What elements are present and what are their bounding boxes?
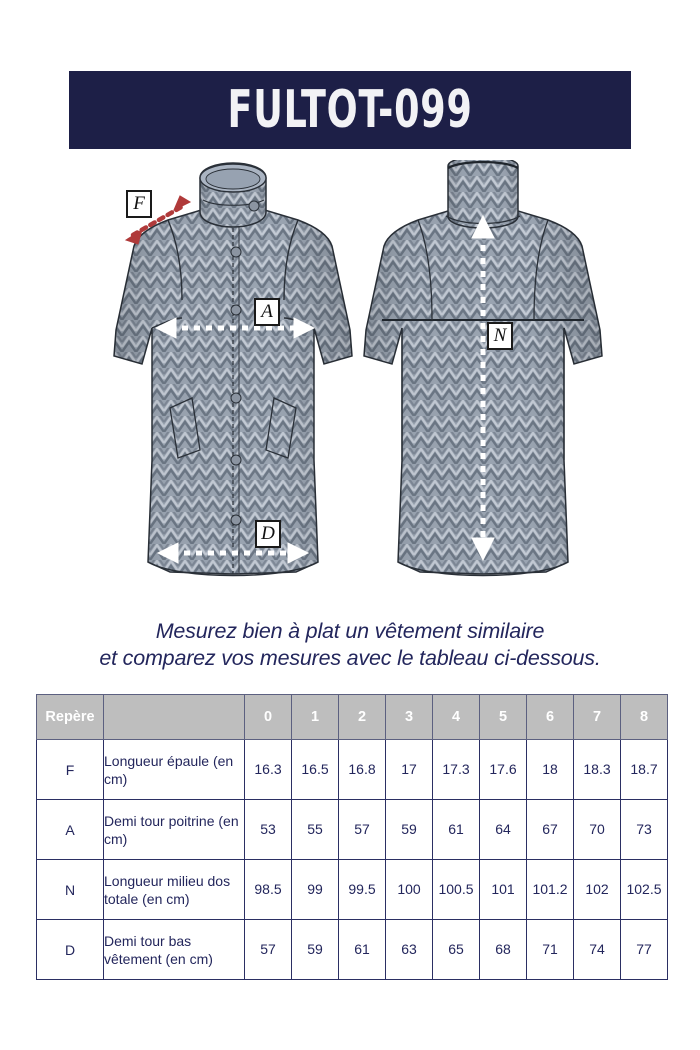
- header-size-6: 6: [527, 695, 574, 740]
- cell-value: 68: [480, 920, 527, 980]
- header-size-5: 5: [480, 695, 527, 740]
- row-marker: A: [37, 800, 104, 860]
- table-row: [37, 920, 668, 980]
- table-header-row: [37, 695, 668, 740]
- cell-value: 100.5: [433, 860, 480, 920]
- cell-value: 99: [292, 860, 339, 920]
- cell-value: 17.6: [480, 740, 527, 800]
- row-description: Demi tour bas vêtement (en cm): [104, 920, 245, 980]
- cell-value: 102: [574, 860, 621, 920]
- cell-value: 18.3: [574, 740, 621, 800]
- header-size-4: 4: [433, 695, 480, 740]
- cell-value: 71: [527, 920, 574, 980]
- instruction-line-2: et comparez vos mesures avec le tableau ci-dessous.: [99, 646, 601, 670]
- marker-label-f: F: [126, 190, 152, 218]
- cell-value: 63: [386, 920, 433, 980]
- cell-value: 100: [386, 860, 433, 920]
- cell-value: 16.8: [339, 740, 386, 800]
- cell-value: 53: [245, 800, 292, 860]
- cell-value: 101.2: [527, 860, 574, 920]
- table-body: [37, 740, 668, 980]
- cell-value: 70: [574, 800, 621, 860]
- row-marker: D: [37, 920, 104, 980]
- cell-value: 55: [292, 800, 339, 860]
- cell-value: 17.3: [433, 740, 480, 800]
- size-chart-table: [36, 694, 668, 980]
- cell-value: 98.5: [245, 860, 292, 920]
- cell-value: 73: [621, 800, 668, 860]
- cell-value: 77: [621, 920, 668, 980]
- header-size-1: 1: [292, 695, 339, 740]
- cell-value: 16.5: [292, 740, 339, 800]
- row-description: Longueur milieu dos totale (en cm): [104, 860, 245, 920]
- cell-value: 99.5: [339, 860, 386, 920]
- cell-value: 17: [386, 740, 433, 800]
- page-title: FULTOT-099: [227, 80, 473, 140]
- cell-value: 59: [386, 800, 433, 860]
- marker-label-a: A: [254, 298, 280, 326]
- cell-value: 59: [292, 920, 339, 980]
- row-marker: N: [37, 860, 104, 920]
- cell-value: 16.3: [245, 740, 292, 800]
- title-banner: [69, 71, 631, 149]
- header-size-2: 2: [339, 695, 386, 740]
- cell-value: 65: [433, 920, 480, 980]
- cell-value: 18: [527, 740, 574, 800]
- cell-value: 101: [480, 860, 527, 920]
- cell-value: 67: [527, 800, 574, 860]
- cell-value: 102.5: [621, 860, 668, 920]
- table-row: [37, 800, 668, 860]
- cell-value: 64: [480, 800, 527, 860]
- cell-value: 61: [433, 800, 480, 860]
- marker-label-d: D: [255, 520, 281, 548]
- header-size-8: 8: [621, 695, 668, 740]
- table-row: [37, 860, 668, 920]
- header-description: [104, 695, 245, 740]
- cell-value: 18.7: [621, 740, 668, 800]
- cell-value: 61: [339, 920, 386, 980]
- garment-front-view: [108, 160, 358, 600]
- measurement-instructions: [0, 618, 700, 672]
- garment-back-view: [358, 160, 608, 600]
- header-repere: Repère: [37, 695, 104, 740]
- row-marker: F: [37, 740, 104, 800]
- table-header: [37, 695, 668, 740]
- garment-illustrations: [0, 160, 700, 610]
- instruction-line-1: Mesurez bien à plat un vêtement similaire: [155, 619, 545, 643]
- table-row: [37, 740, 668, 800]
- cell-value: 57: [339, 800, 386, 860]
- marker-label-n: N: [487, 322, 513, 350]
- header-size-3: 3: [386, 695, 433, 740]
- cell-value: 74: [574, 920, 621, 980]
- row-description: Demi tour poitrine (en cm): [104, 800, 245, 860]
- row-description: Longueur épaule (en cm): [104, 740, 245, 800]
- header-size-0: 0: [245, 695, 292, 740]
- cell-value: 57: [245, 920, 292, 980]
- header-size-7: 7: [574, 695, 621, 740]
